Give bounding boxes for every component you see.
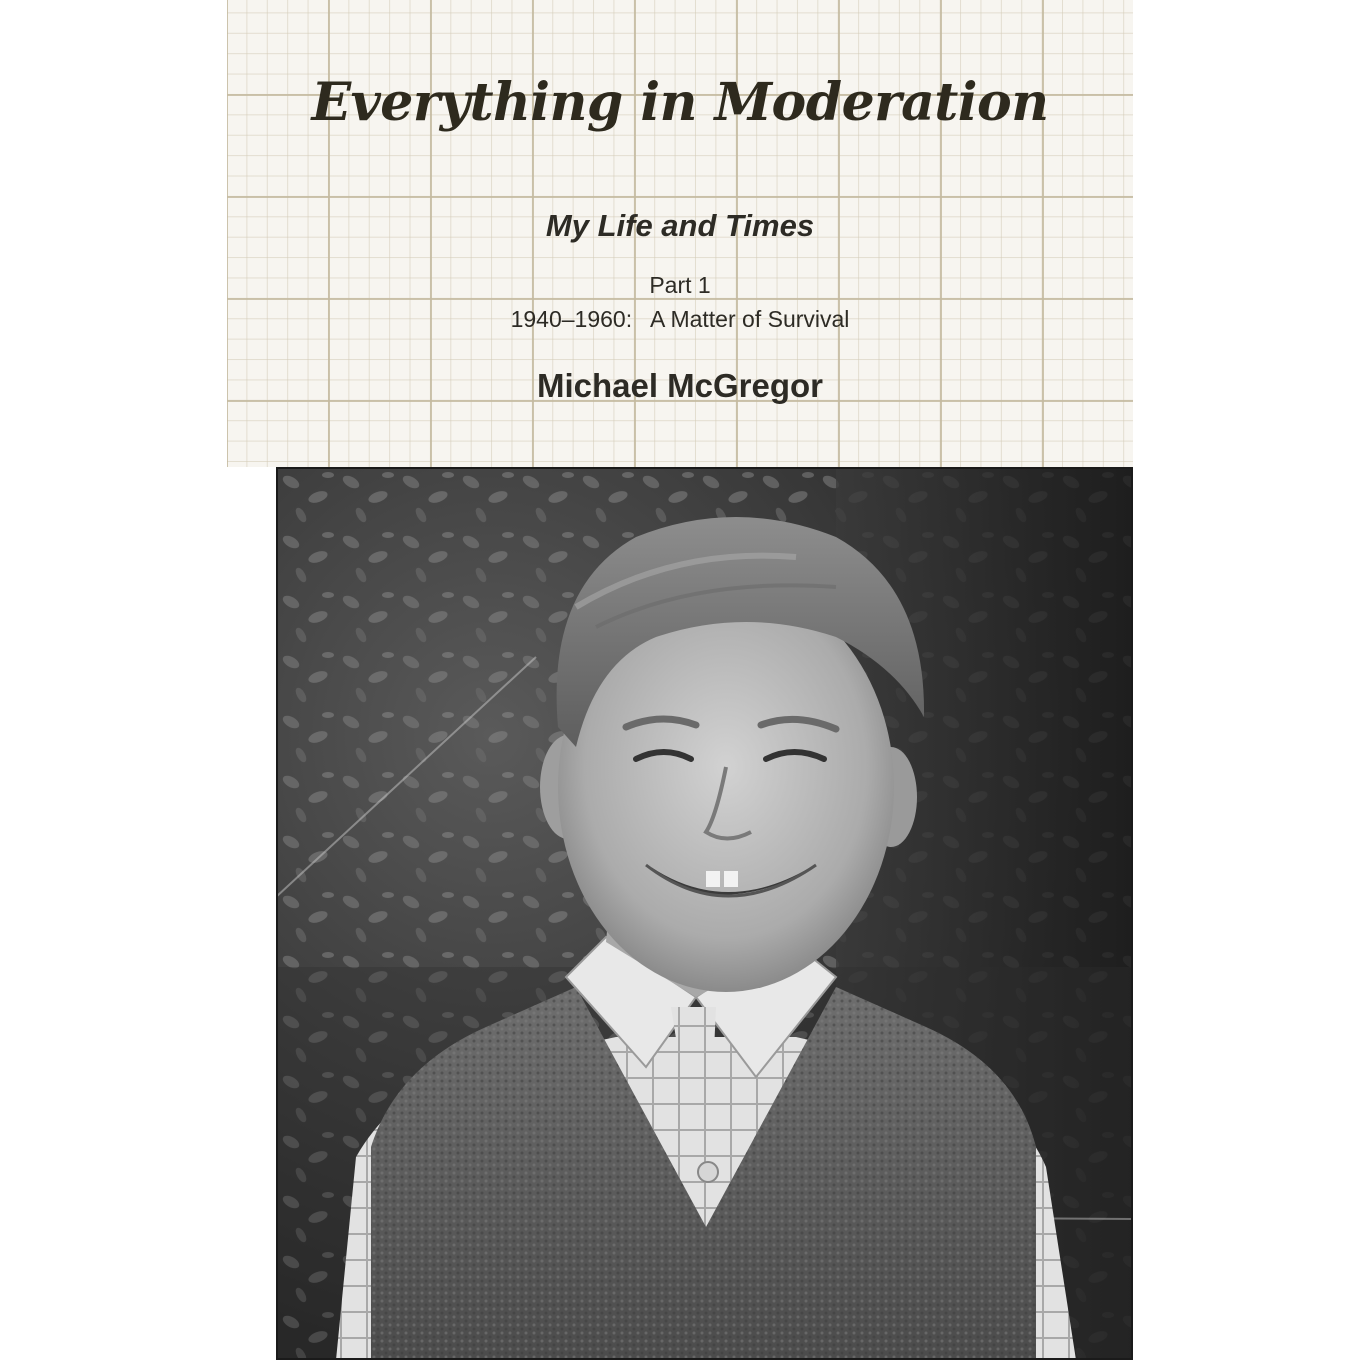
author-name: Michael McGregor <box>536 367 824 404</box>
cover-photo <box>276 467 1133 1360</box>
part-label: Part 1 <box>649 272 711 298</box>
book-subtitle: My Life and Times <box>545 208 815 243</box>
portrait-photo-icon <box>276 467 1133 1360</box>
period-label: 1940–1960: A Matter of Survival <box>510 306 850 332</box>
book-cover <box>227 0 1133 1360</box>
book-title: Everything in Moderation <box>311 72 1049 133</box>
graph-paper-background <box>227 0 1133 467</box>
